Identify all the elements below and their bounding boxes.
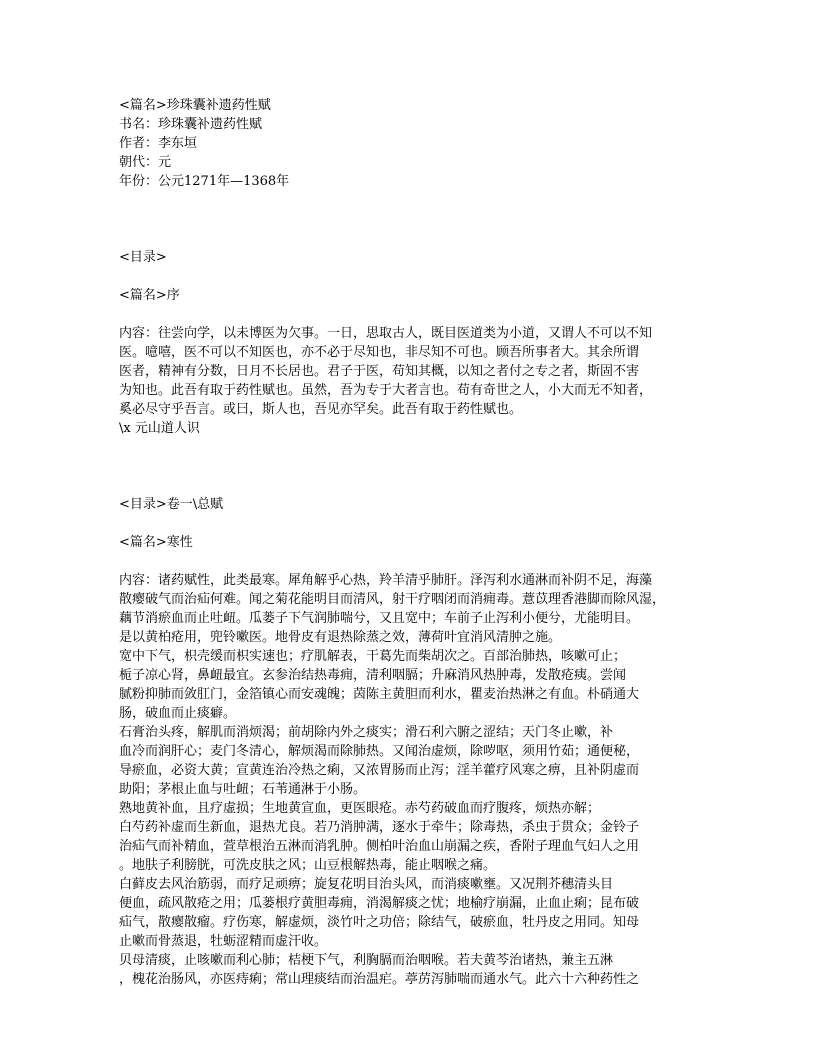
body-line: 止嗽而骨蒸退，牡蛎涩精而虚汗收。 <box>119 934 328 949</box>
toc-heading: <目录> <box>119 250 167 265</box>
preface-line: 医者，精神有分数，日月不长居也。君子于医，苟知其概，以知之者付之专之者，斯固不害 <box>119 364 640 379</box>
body-line: 助阳；茅根止血与吐衄；石苇通淋于小肠。 <box>119 782 367 797</box>
header-block <box>119 96 699 191</box>
body-line: 散瘿破气而治疝何难。闻之菊花能明目而清风，射干疗咽闭而消痈毒。薏苡理香港脚而除风湿， <box>119 592 666 607</box>
body-line: 熟地黄补血，且疗虚损；生地黄宣血，更医眼疮。赤芍药破血而疗腹疼，烦热亦解； <box>119 801 601 816</box>
document-page <box>119 96 699 989</box>
body-line: 治疝气而补精血，萱草根治五淋而消乳肿。侧柏叶治血山崩漏之疾，香附子理血气妇人之用 <box>119 839 640 854</box>
preface-paragraph <box>119 324 699 438</box>
body-line: 石膏治头疼，解肌而消烦渴；前胡除内外之痰实；滑石利六腑之涩结；天门冬止嗽，补 <box>119 725 614 740</box>
header-title-line: <篇名>珍珠囊补遗药性赋 <box>119 98 271 113</box>
toc-volume-heading: <目录>卷一\总赋 <box>119 497 224 512</box>
spacer <box>119 438 699 495</box>
spacer <box>119 514 699 533</box>
body-line: 宽中下气，枳壳缓而枳实速也；疗肌解表，干葛先而柴胡次之。百部治肺热，咳嗽可止； <box>119 649 627 664</box>
body-line: 贝母清痰，止咳嗽而利心肺；桔梗下气，利胸膈而治咽喉。若夫黄芩治诸热，兼主五淋 <box>119 953 614 968</box>
body-line: 是以黄柏疮用，兜铃嗽医。地骨皮有退热除蒸之效，薄荷叶宜消风清肿之施。 <box>119 630 562 645</box>
body-paragraph <box>119 571 699 989</box>
body-line: 血冷而润肝心；麦门冬清心，解烦渴而除肺热。又闻治虚烦，除哕呕，须用竹茹；通便秘， <box>119 744 640 759</box>
preface-line: 为知也。此吾有取于药性赋也。虽然，吾为专于大者言也。苟有奇世之人，小大而无不知者， <box>119 383 653 398</box>
body-line: 疝气，散瘿散瘤。疗伤寒，解虚烦，淡竹叶之功倍；除结气，破瘀血，牡丹皮之用同。知母 <box>119 915 640 930</box>
spacer <box>119 191 699 248</box>
body-line: 栀子凉心肾，鼻衄最宜。玄参治结热毒痈，清利咽膈；升麻消风热肿毒，发散疮痍。尝闻 <box>119 668 627 683</box>
body-line: 白芍药补虚而生新血，退热尤良。若乃消肿满，逐水于牵牛；除毒热，杀虫于贯众；金铃子 <box>119 820 640 835</box>
section-title-cold: <篇名>寒性 <box>119 535 193 550</box>
body-line: 便血，疏风散疮之用；瓜蒌根疗黄胆毒痈，消渴解痰之忧；地榆疗崩漏，止血止痢；昆布破 <box>119 896 640 911</box>
body-line: 藕节消瘀血而止吐衄。瓜蒌子下气润肺喘兮，又且宽中；车前子止泻利小便兮，尤能明目。 <box>119 611 640 626</box>
body-line: 白藓皮去风治筋弱，而疗足顽痹；旋复花明目治头风，而消痰嗽壅。又况荆芥穗清头目 <box>119 877 614 892</box>
header-dynasty-line: 朝代：元 <box>119 155 172 170</box>
spacer <box>119 552 699 571</box>
body-line: 。地肤子利膀胱，可洗皮肤之风；山豆根解热毒，能止咽喉之痛。 <box>119 858 497 873</box>
preface-line: 奚必尽守乎吾言。或曰，斯人也，吾见亦罕矣。此吾有取于药性赋也。 <box>119 402 523 417</box>
body-line: 腻粉抑肺而敛肛门，金箔镇心而安魂魄；茵陈主黄胆而利水，瞿麦治热淋之有血。朴硝通大 <box>119 687 640 702</box>
section-title-preface: <篇名>序 <box>119 288 180 303</box>
preface-line: 医。噫嘻，医不可以不知医也，亦不必于尽知也，非尽知不可也。顾吾所事者大。其余所谓 <box>119 345 640 360</box>
header-year-line: 年份：公元1271年—1368年 <box>119 174 290 189</box>
header-book-line: 书名：珍珠囊补遗药性赋 <box>119 117 263 132</box>
spacer <box>119 305 699 324</box>
preface-signature: \x 元山道人识 <box>119 421 200 436</box>
spacer <box>119 267 699 286</box>
body-line: ，槐花治肠风，亦医痔痢；常山理痰结而治温疟。葶苈泻肺喘而通水气。此六十六种药性之 <box>119 972 640 987</box>
body-line: 内容：诸药赋性，此类最寒。犀角解乎心热，羚羊清乎肺肝。泽泻利水通淋而补阴不足，海藻 <box>119 573 653 588</box>
body-line: 导瘀血，必资大黄；宣黄连治冷热之痢，又浓胃肠而止泻；淫羊藿疗风寒之痹，且补阴虚而 <box>119 763 640 778</box>
body-line: 肠，破血而止痰癖。 <box>119 706 237 721</box>
preface-line: 内容：往尝向学，以未博医为欠事。一日，思取古人，既目医道类为小道，又谓人不可以不知 <box>119 326 653 341</box>
header-author-line: 作者：李东垣 <box>119 136 198 151</box>
